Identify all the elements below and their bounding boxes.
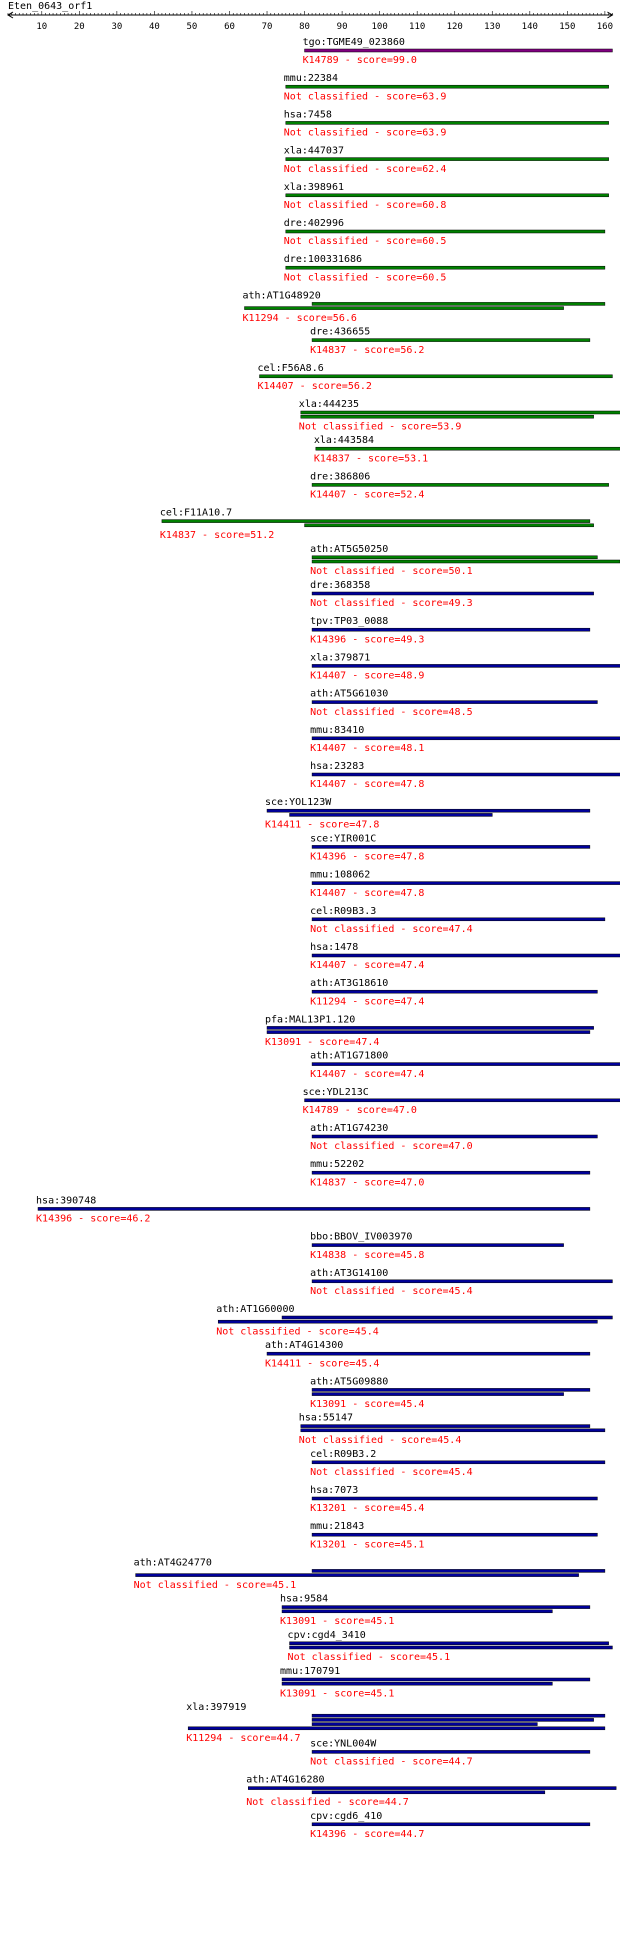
alignment-bar[interactable]	[301, 415, 594, 418]
ruler-tick-label: 10	[36, 22, 48, 32]
hit-name[interactable]: cpv:cgd4_3410	[287, 1629, 366, 1641]
hit-name[interactable]: ath:AT5G09880	[310, 1376, 389, 1388]
hit-name[interactable]: mmu:83410	[310, 724, 365, 736]
alignment-bar[interactable]	[312, 1063, 620, 1066]
alignment-bar[interactable]	[267, 1026, 594, 1029]
alignment-bar[interactable]	[312, 1280, 612, 1283]
hit-score-label[interactable]: Not classified - score=63.9	[283, 91, 447, 103]
alignment-bar[interactable]	[305, 1099, 620, 1102]
hit-score-label[interactable]: K14407 - score=47.4	[310, 1068, 425, 1080]
hit-score-label[interactable]: K11294 - score=56.6	[242, 312, 357, 324]
hit-name[interactable]: bbo:BBOV_IV003970	[310, 1231, 413, 1243]
hit-score-label[interactable]: K14407 - score=56.2	[257, 381, 372, 392]
alignment-bar[interactable]	[312, 845, 590, 848]
hit-score-label[interactable]: K14407 - score=48.1	[310, 743, 425, 754]
alignment-bar[interactable]	[282, 1678, 590, 1681]
alignment-bar[interactable]	[290, 813, 493, 816]
alignment-bar[interactable]	[312, 1723, 537, 1726]
hit-score-label[interactable]: K13201 - score=45.4	[310, 1503, 425, 1515]
hit-score-label[interactable]: K14396 - score=46.2	[36, 1213, 151, 1225]
alignment-bar[interactable]	[312, 1388, 590, 1391]
hit-name[interactable]: cpv:cgd6_410	[310, 1810, 383, 1822]
alignment-bar[interactable]	[312, 1497, 597, 1500]
hit-score-label[interactable]: K13091 - score=45.4	[310, 1398, 425, 1410]
hit-score-label[interactable]: K11294 - score=44.7	[186, 1733, 301, 1744]
hit-name[interactable]: ath:AT4G16280	[246, 1774, 325, 1786]
hit-score-label[interactable]: Not classified - score=45.4	[310, 1467, 473, 1478]
alignment-bar[interactable]	[245, 307, 564, 310]
hit-score-label[interactable]: K14411 - score=45.4	[265, 1358, 380, 1370]
hit-score-label[interactable]: Not classified - score=45.4	[298, 1435, 462, 1446]
hit-score-label[interactable]: K14407 - score=52.4	[310, 489, 425, 501]
hit-name[interactable]: dre:368358	[310, 580, 371, 591]
alignment-bar[interactable]	[312, 592, 594, 595]
alignment-bar[interactable]	[282, 1682, 552, 1685]
hit-name[interactable]: hsa:7458	[283, 109, 332, 121]
alignment-bar[interactable]	[286, 158, 609, 161]
hit-score-label[interactable]: K14407 - score=47.8	[310, 779, 425, 791]
alignment-bar[interactable]	[260, 375, 613, 378]
alignment-bar[interactable]	[312, 990, 597, 993]
alignment-bar[interactable]	[248, 1787, 616, 1790]
ruler-tick-label: 100	[371, 22, 388, 32]
alignment-bar[interactable]	[312, 1393, 564, 1396]
ruler-tick-label: 150	[559, 22, 576, 32]
alignment-bar[interactable]	[312, 556, 597, 559]
hit-score-label[interactable]: Not classified - score=60.5	[283, 236, 447, 248]
hit-score-label[interactable]: Not classified - score=63.9	[283, 127, 447, 139]
ruler-tick-label: 160	[596, 22, 614, 32]
query-title: Eten_0643_orf1	[8, 1, 93, 12]
ruler-tick-label: 50	[186, 22, 198, 32]
hit-score-label[interactable]: Not classified - score=53.9	[298, 421, 462, 433]
ruler-tick-label: 130	[484, 22, 501, 32]
alignment-bar[interactable]	[305, 524, 594, 527]
ruler-tick-label: 70	[261, 22, 273, 32]
hit-name[interactable]: cel:F11A10.7	[159, 507, 233, 519]
hit-name[interactable]: ath:AT4G14300	[265, 1340, 344, 1352]
hit-name[interactable]: mmu:21843	[310, 1521, 365, 1533]
hit-score-label[interactable]: Not classified - score=49.3	[310, 598, 473, 610]
hit-score-label[interactable]: Not classified - score=45.4	[310, 1286, 473, 1297]
hit-name[interactable]: dre:436655	[310, 326, 371, 338]
hit-name[interactable]: dre:386806	[310, 471, 371, 483]
alignment-bar[interactable]	[312, 918, 605, 921]
hit-name[interactable]: ath:AT4G24770	[133, 1557, 212, 1569]
hit-score-label[interactable]: K14396 - score=47.8	[310, 851, 425, 863]
alignment-bar[interactable]	[312, 1569, 605, 1572]
hit-score-label[interactable]: Not classified - score=62.4	[283, 163, 447, 175]
hit-score-label[interactable]: K14396 - score=49.3	[310, 634, 425, 646]
hit-score-label[interactable]: Not classified - score=60.8	[283, 200, 447, 211]
alignment-bar[interactable]	[312, 1533, 597, 1536]
alignment-bar[interactable]	[282, 1606, 590, 1609]
alignment-bar[interactable]	[188, 1727, 605, 1730]
alignment-bar[interactable]	[312, 1171, 590, 1174]
hit-score-label[interactable]: K14789 - score=99.0	[302, 55, 417, 67]
hit-name[interactable]: ath:AT1G60000	[216, 1304, 295, 1315]
hit-name[interactable]: ath:AT3G14100	[310, 1267, 389, 1279]
hit-score-label[interactable]: K14411 - score=47.8	[265, 819, 380, 831]
hit-name[interactable]: sce:YIR001C	[310, 833, 377, 845]
hit-score-label[interactable]: K14407 - score=47.4	[310, 960, 425, 972]
alignment-bar[interactable]	[312, 339, 590, 342]
alignment-bar[interactable]	[312, 302, 605, 305]
ruler-tick-label: 120	[446, 22, 463, 32]
ruler-tick-label: 30	[111, 22, 123, 32]
hit-name[interactable]: ath:AT1G48920	[242, 290, 321, 302]
hit-name[interactable]: xla:444235	[298, 399, 360, 410]
alignment-bar[interactable]	[312, 1244, 564, 1247]
hit-score-label[interactable]: Not classified - score=44.7	[246, 1797, 409, 1808]
alignment-bar[interactable]	[286, 230, 605, 233]
alignment-bar[interactable]	[312, 882, 620, 885]
hit-score-label[interactable]: K14837 - score=51.2	[159, 530, 275, 541]
ruler-tick-label: 40	[148, 22, 160, 32]
alignment-bar[interactable]	[312, 483, 609, 486]
alignment-bar[interactable]	[218, 1320, 597, 1323]
alignment-bar[interactable]	[312, 1714, 605, 1717]
alignment-bar[interactable]	[312, 628, 590, 631]
hit-name[interactable]: mmu:108062	[310, 869, 371, 881]
alignment-bar[interactable]	[312, 560, 620, 563]
ruler-tick-label: 60	[224, 22, 235, 32]
hit-score-label[interactable]: Not classified - score=45.1	[133, 1579, 297, 1591]
hit-name[interactable]: xla:379871	[310, 652, 371, 664]
hit-name[interactable]: ath:AT5G50250	[310, 543, 389, 555]
alignment-bar[interactable]	[312, 773, 620, 776]
hit-score-label[interactable]: K14396 - score=44.7	[310, 1829, 425, 1840]
hit-score-label[interactable]: K13091 - score=45.1	[280, 1688, 395, 1700]
alignment-bar[interactable]	[267, 1031, 590, 1034]
alignment-bar[interactable]	[312, 1750, 590, 1753]
hit-score-label[interactable]: K14837 - score=53.1	[313, 453, 429, 465]
hit-name[interactable]: hsa:1478	[310, 942, 359, 953]
alignment-bar[interactable]	[286, 194, 609, 197]
hit-name[interactable]: cel:F56A8.6	[257, 362, 324, 374]
hit-name[interactable]: xla:443584	[313, 435, 375, 447]
alignment-bar[interactable]	[312, 1718, 594, 1721]
alignment-bar[interactable]	[312, 1791, 545, 1794]
hit-score-label[interactable]: K14407 - score=47.8	[310, 887, 425, 899]
hit-name[interactable]: xla:397919	[186, 1702, 247, 1714]
alignment-bar[interactable]	[312, 954, 620, 957]
alignment-bar[interactable]	[312, 737, 620, 740]
hit-score-label[interactable]: Not classified - score=45.4	[216, 1326, 379, 1338]
alignment-bar[interactable]	[312, 1823, 590, 1826]
alignment-bar[interactable]	[267, 809, 590, 812]
alignment-bar[interactable]	[282, 1610, 552, 1613]
alignment-bar[interactable]	[312, 1461, 605, 1464]
alignment-bar[interactable]	[38, 1207, 590, 1210]
hit-name[interactable]: ath:AT3G18610	[310, 978, 389, 990]
hit-name[interactable]: tgo:TGME49_023860	[302, 37, 405, 48]
hit-name[interactable]: hsa:7073	[310, 1485, 359, 1496]
hit-score-label[interactable]: Not classified - score=44.7	[310, 1756, 473, 1768]
alignment-bar[interactable]	[301, 411, 620, 414]
alignment-bar[interactable]	[286, 121, 609, 124]
hit-name[interactable]: ath:AT1G71800	[310, 1050, 389, 1062]
hit-score-label[interactable]: Not classified - score=47.4	[310, 924, 473, 935]
hit-score-label[interactable]: K14407 - score=48.9	[310, 670, 425, 682]
ruler-tick-label: 20	[73, 22, 85, 32]
ruler-tick-label: 90	[336, 22, 348, 32]
alignment-bar[interactable]	[290, 1642, 609, 1645]
hit-name[interactable]: mmu:22384	[283, 73, 338, 85]
hit-name[interactable]: ath:AT1G74230	[310, 1123, 389, 1134]
hit-score-label[interactable]: Not classified - score=47.0	[310, 1141, 473, 1153]
hit-score-label[interactable]: Not classified - score=50.1	[310, 566, 473, 578]
hit-name[interactable]: mmu:170791	[280, 1666, 341, 1677]
ruler-tick-label: 110	[409, 22, 426, 32]
hit-name[interactable]: cel:R09B3.3	[310, 905, 377, 917]
hit-name[interactable]: dre:402996	[283, 218, 345, 229]
alignment-bar[interactable]	[286, 85, 609, 88]
hit-name[interactable]: cel:R09B3.2	[310, 1448, 377, 1460]
alignment-bar[interactable]	[267, 1352, 590, 1355]
hit-score-label[interactable]: K14789 - score=47.0	[302, 1105, 417, 1116]
ruler-tick-label: 140	[521, 22, 538, 32]
alignment-bar[interactable]	[312, 701, 597, 704]
hit-name[interactable]: mmu:52202	[310, 1159, 365, 1171]
hit-name[interactable]: tpv:TP03_0088	[310, 616, 389, 628]
hit-name[interactable]: sce:YDL213C	[302, 1086, 369, 1098]
ruler-tick-label: 80	[299, 22, 310, 32]
hit-score-label[interactable]: Not classified - score=60.5	[283, 272, 447, 284]
alignment-bar[interactable]	[316, 447, 620, 450]
hit-name[interactable]: hsa:23283	[310, 761, 365, 772]
hit-score-label[interactable]: K13091 - score=47.4	[265, 1036, 380, 1048]
alignment-bar[interactable]	[290, 1646, 613, 1649]
alignment-bar[interactable]	[312, 664, 620, 667]
hit-score-label[interactable]: Not classified - score=45.1	[287, 1652, 451, 1664]
alignment-bar[interactable]	[282, 1316, 612, 1319]
alignment-bar[interactable]	[286, 266, 605, 269]
alignment-bar[interactable]	[162, 520, 590, 523]
hit-score-label[interactable]: K14838 - score=45.8	[310, 1249, 425, 1261]
hit-name[interactable]: dre:100331686	[283, 254, 363, 266]
hit-score-label[interactable]: Not classified - score=48.5	[310, 706, 473, 718]
hit-name[interactable]: hsa:55147	[298, 1412, 353, 1424]
hit-name[interactable]: ath:AT5G61030	[310, 688, 389, 700]
hit-name[interactable]: xla:447037	[283, 145, 345, 157]
hit-name[interactable]: sce:YOL123W	[265, 797, 332, 809]
alignment-bar[interactable]	[305, 49, 613, 52]
hit-name[interactable]: xla:398961	[283, 181, 345, 193]
alignment-bar[interactable]	[301, 1425, 590, 1428]
hit-score-label[interactable]: K14837 - score=56.2	[310, 344, 425, 356]
hit-name[interactable]: sce:YNL004W	[310, 1738, 377, 1750]
hit-score-label[interactable]: K13091 - score=45.1	[280, 1616, 395, 1627]
alignment-bar[interactable]	[136, 1574, 579, 1577]
hit-name[interactable]: hsa:390748	[36, 1195, 97, 1207]
alignment-bar[interactable]	[312, 1135, 597, 1138]
hit-score-label[interactable]: K14837 - score=47.0	[310, 1177, 425, 1189]
hit-name[interactable]: hsa:9584	[280, 1593, 329, 1605]
alignment-bar[interactable]	[301, 1429, 605, 1432]
hit-score-label[interactable]: K11294 - score=47.4	[310, 996, 425, 1008]
hit-name[interactable]: pfa:MAL13P1.120	[265, 1014, 356, 1026]
hit-score-label[interactable]: K13201 - score=45.1	[310, 1539, 425, 1551]
